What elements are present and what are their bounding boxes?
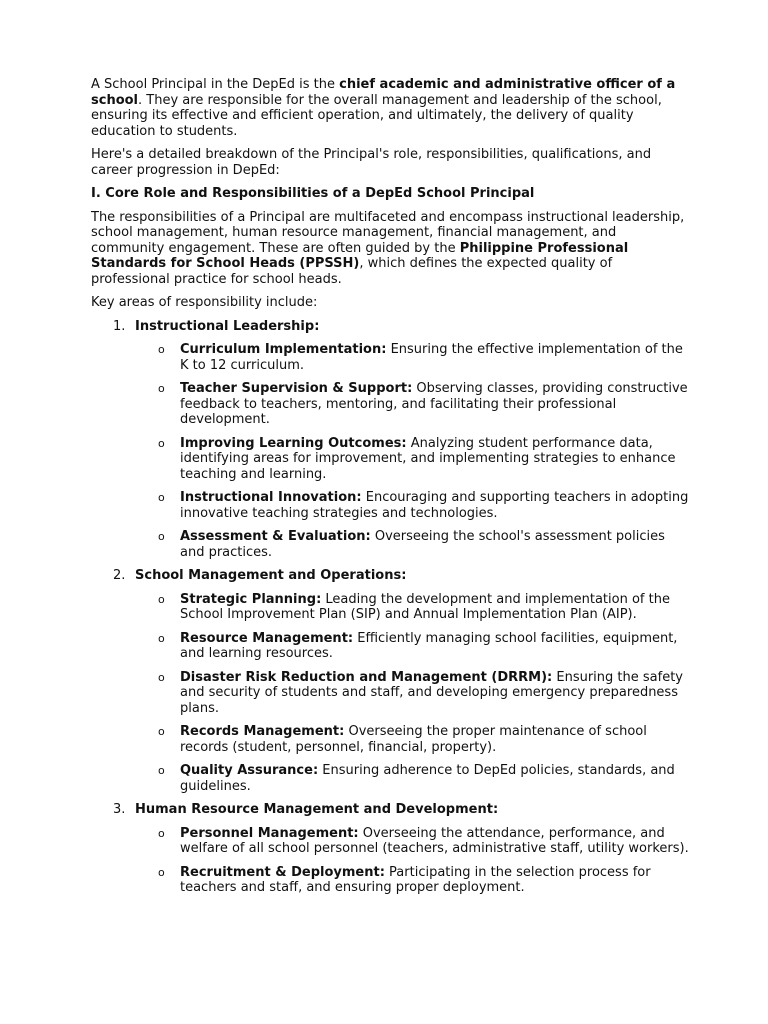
bullet-icon: o: [158, 382, 165, 395]
bullet-icon: o: [158, 530, 165, 543]
section-number: 3.: [113, 802, 126, 817]
list-item: [135, 342, 691, 373]
list-item: [135, 381, 691, 428]
ppssh-emphasis: Philippine Professional Standards for School Heads (PPSSH): [91, 240, 629, 271]
bullet-icon: o: [158, 826, 165, 840]
item-description: Ensuring the effective implementation of the K to 12 curriculum.: [180, 342, 683, 373]
list-item: [135, 631, 691, 662]
list-item: [135, 724, 691, 755]
item-description: Ensuring adherence to DepEd policies, standards, and guidelines.: [180, 763, 675, 794]
item-term: Personnel Management:: [180, 825, 359, 841]
responsibilities-text: The responsibilities of a Principal are multifaceted and encompass instructional leadership, school management, human resource management, financial management, and community engagement. These are often guided by the: [91, 209, 685, 256]
section-items: [135, 592, 691, 795]
breakdown-paragraph: Here's a detailed breakdown of the Principal's role, responsibilities, qualifications, and career progression in DepEd:: [91, 147, 652, 178]
section-heading: I. Core Role and Responsibilities of a DepEd School Principal: [91, 186, 535, 201]
item-term: Curriculum Implementation:: [180, 342, 387, 357]
item-description: Encouraging and supporting teachers in adopting innovative teaching strategies and technologies.: [180, 490, 689, 521]
bullet-icon: o: [158, 670, 165, 684]
item-description: Overseeing the attendance, performance, and welfare of all school personnel (teachers, administrative staff, utility workers).: [180, 825, 689, 856]
section-2: [91, 568, 691, 794]
item-term: Resource Management:: [180, 630, 354, 646]
section-3: [91, 802, 691, 896]
section-title: School Management and Operations:: [135, 568, 407, 583]
intro-paragraph: [91, 77, 691, 139]
intro-emphasis: chief academic and administrative officer of a school: [91, 77, 676, 108]
item-description: Efficiently managing school facilities, equipment, and learning resources.: [180, 630, 678, 661]
section-1: [91, 319, 691, 561]
responsibilities-paragraph: [91, 210, 691, 288]
item-term: Instructional Innovation:: [180, 490, 362, 505]
responsibilities-text-end: , which defines the expected quality of professional practice for school heads.: [91, 256, 613, 287]
bullet-icon: o: [158, 865, 165, 879]
list-item: [135, 670, 691, 717]
list-item: [135, 865, 691, 896]
item-term: Records Management:: [180, 724, 345, 739]
list-item: [135, 592, 691, 623]
section-number: 2.: [113, 568, 126, 583]
item-description: Leading the development and implementation of the School Improvement Plan (SIP) and Annual Implementation Plan (AIP).: [180, 591, 670, 622]
section-title: Human Resource Management and Development:: [135, 802, 499, 817]
document-content: [91, 77, 691, 904]
item-term: Strategic Planning:: [180, 591, 322, 607]
item-term: Recruitment & Deployment:: [180, 864, 385, 880]
section-items: [135, 342, 691, 560]
bullet-icon: o: [158, 631, 165, 645]
bullet-icon: o: [158, 764, 165, 777]
item-description: Analyzing student performance data, identifying areas for improvement, and implementing strategies to enhance teaching and learning.: [180, 435, 676, 482]
bullet-icon: o: [158, 592, 165, 606]
key-areas-paragraph: Key areas of responsibility include:: [91, 295, 318, 310]
list-item: [135, 529, 691, 560]
list-item: [135, 826, 691, 857]
item-term: Teacher Supervision & Support:: [180, 381, 413, 396]
item-description: Participating in the selection process for teachers and staff, and ensuring proper deployment.: [180, 864, 651, 895]
bullet-icon: o: [158, 343, 165, 356]
list-item: [135, 763, 691, 794]
item-term: Disaster Risk Reduction and Management (DRRM):: [180, 669, 553, 685]
bullet-icon: o: [158, 491, 165, 504]
item-description: Observing classes, providing constructive feedback to teachers, mentoring, and facilitating their professional development.: [180, 381, 688, 427]
item-term: Quality Assurance:: [180, 763, 319, 778]
responsibility-sections: [91, 319, 691, 896]
intro-text-end: . They are responsible for the overall management and leadership of the school, ensuring its effective and efficient operation, and ultimately, the delivery of quality education to students.: [91, 92, 662, 139]
list-item: [135, 490, 691, 521]
bullet-icon: o: [158, 725, 165, 738]
list-item: [135, 436, 691, 483]
item-term: Improving Learning Outcomes:: [180, 435, 407, 451]
bullet-icon: o: [158, 436, 165, 450]
item-description: Overseeing the proper maintenance of school records (student, personnel, financial, property).: [180, 724, 647, 755]
item-description: Ensuring the safety and security of students and staff, and developing emergency preparedness plans.: [180, 669, 683, 716]
section-title: Instructional Leadership:: [135, 318, 320, 334]
item-term: Assessment & Evaluation:: [180, 529, 371, 544]
section-items: [135, 826, 691, 896]
intro-text: A School Principal in the DepEd is the: [91, 77, 340, 92]
section-number: 1.: [113, 318, 126, 334]
item-description: Overseeing the school's assessment policies and practices.: [180, 529, 665, 560]
